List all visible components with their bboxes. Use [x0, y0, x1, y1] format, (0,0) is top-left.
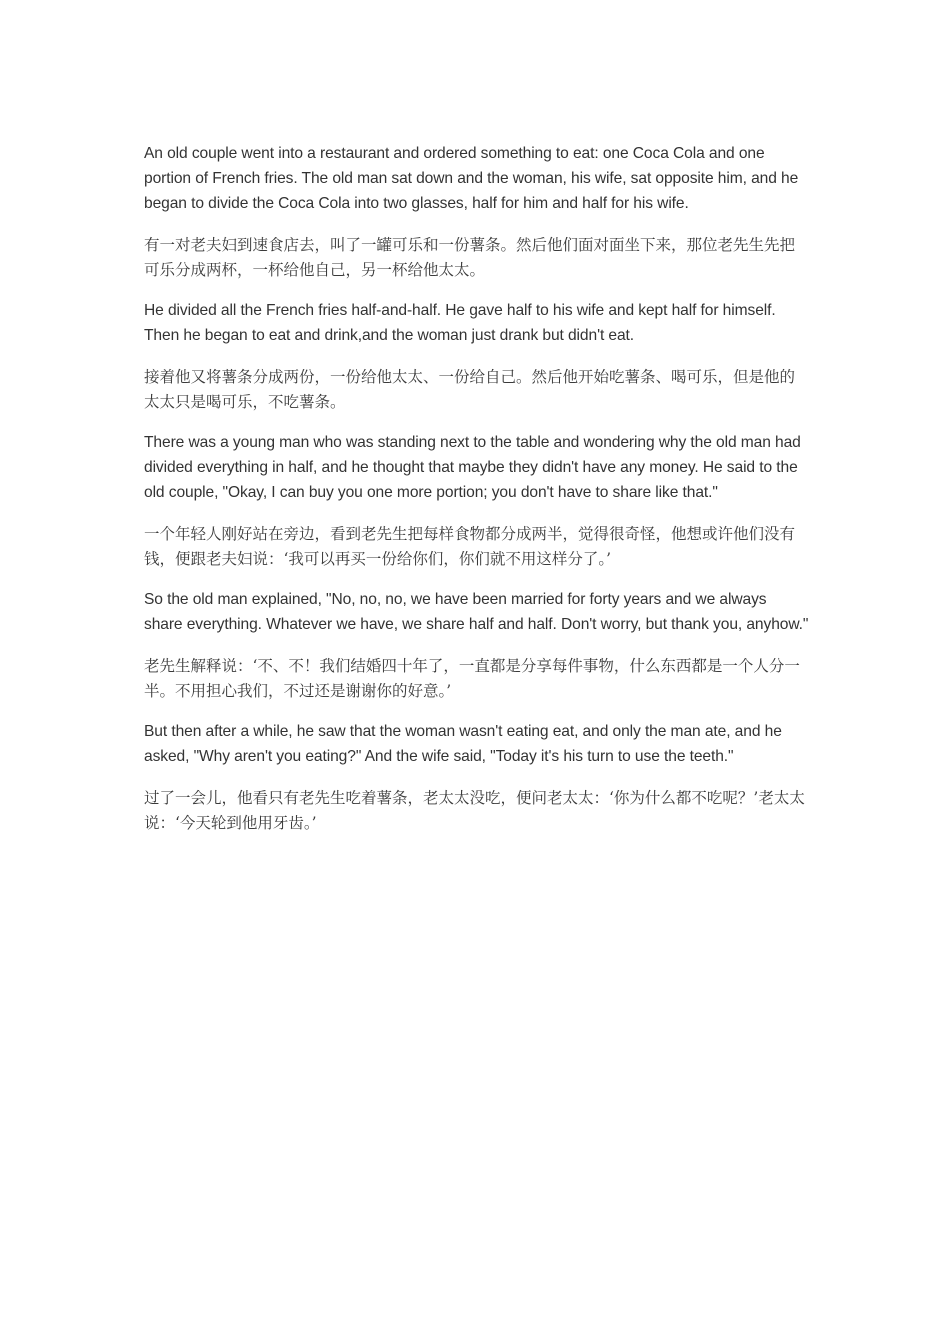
paragraph-english-1: An old couple went into a restaurant and ordered something to eat: one Coca Cola and one portion of French fries. The old man sat down and the woman, his wife, sat opposite him, and he began to divide the Coca Cola into two glasses, half for him and half for his wife.: [144, 145, 799, 212]
paragraph-chinese-4: 老先生解释说：‘不、不！我们结婚四十年了，一直都是分享每件事物，什么东西都是一个人分一半。不用担心我们，不过还是谢谢你的好意。’: [144, 657, 800, 700]
document-body: [144, 141, 809, 851]
paragraph-chinese-2: 接着他又将薯条分成两份，一份给他太太、一份给自己。然后他开始吃薯条、喝可乐，但是他的太太只是喝可乐，不吃薯条。: [144, 368, 796, 411]
paragraph-chinese-5: 过了一会儿，他看只有老先生吃着薯条，老太太没吃，便问老太太：‘你为什么都不吃呢？’老太太说：‘今天轮到他用牙齿。’: [144, 789, 805, 832]
paragraph-english-4: So the old man explained, "No, no, no, we have been married for forty years and we always share everything. Whatever we have, we share half and half. Don't worry, but thank you, anyhow.": [144, 591, 809, 633]
paragraph-chinese-3: 一个年轻人刚好站在旁边，看到老先生把每样食物都分成两半，觉得很奇怪，他想或许他们没有钱，便跟老夫妇说：‘我可以再买一份给你们，你们就不用这样分了。’: [144, 525, 796, 568]
paragraph-english-5: But then after a while, he saw that the woman wasn't eating eat, and only the man ate, and he asked, "Why aren't you eating?" And the wife said, "Today it's his turn to use the teeth.": [144, 723, 782, 765]
paragraph-english-2: He divided all the French fries half-and-half. He gave half to his wife and kept half for himself. Then he began to eat and drink,and the woman just drank but didn't eat.: [144, 302, 776, 344]
paragraph-chinese-1: 有一对老夫妇到速食店去，叫了一罐可乐和一份薯条。然后他们面对面坐下来，那位老先生先把可乐分成两杯，一杯给他自己，另一杯给他太太。: [144, 236, 796, 279]
paragraph-english-3: There was a young man who was standing next to the table and wondering why the old man had divided everything in half, and he thought that maybe they didn't have any money. He said to the old couple, "Okay, I can buy you one more portion; you don't have to share like that.": [144, 434, 801, 501]
